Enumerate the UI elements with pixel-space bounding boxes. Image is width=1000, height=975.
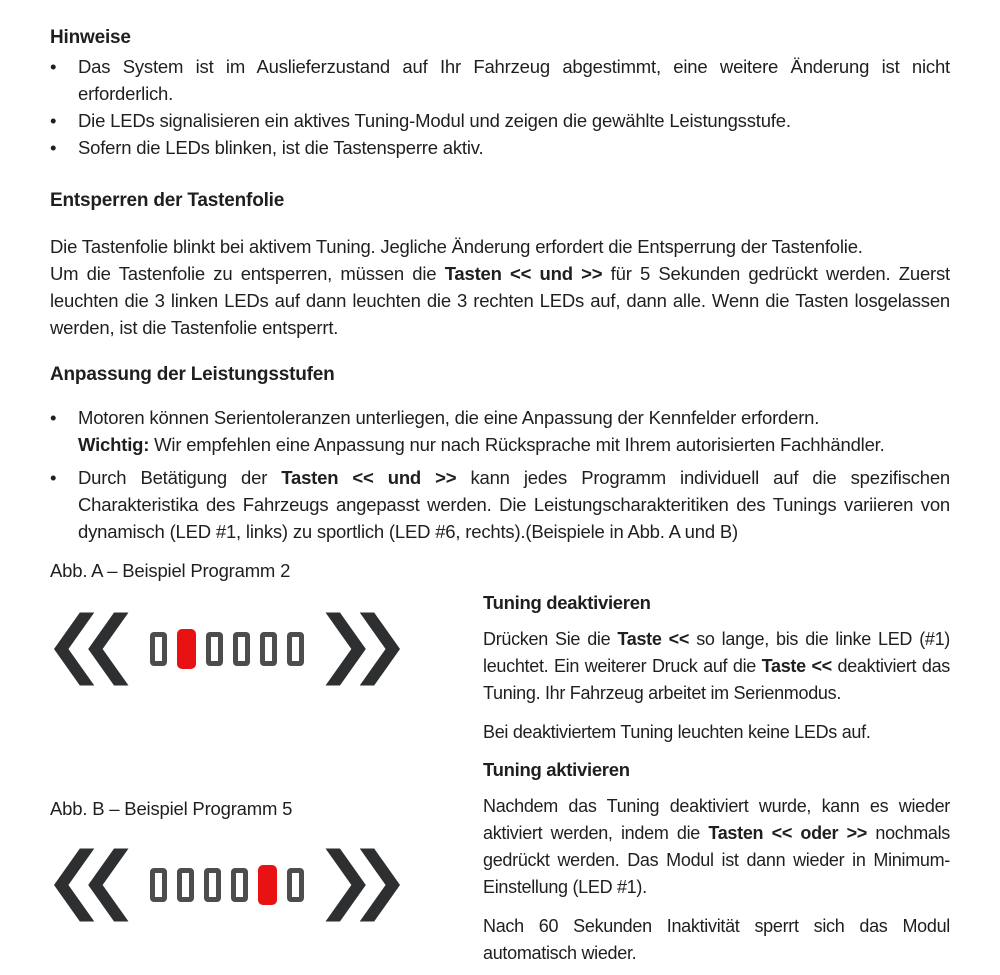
anpassung-title: Anpassung der Leistungsstufen <box>50 364 335 385</box>
double-chevron-right-icon <box>324 844 400 926</box>
anpassung-bullet2-text <box>78 464 950 545</box>
text: für 5 Sekunden gedrückt werden. Zuerst leuchten die 3 linken LEDs auf dann leuchten die 3 rechten LEDs auf, dann alle. Wenn die Tasten losgelassen werden, ist die Tastenfolie entsperrt. <box>50 263 950 338</box>
led-strip <box>146 629 308 669</box>
right-column <box>483 589 950 967</box>
entsperren-paragraph-1: Die Tastenfolie blinkt bei aktivem Tuning. Jegliche Änderung erfordert die Entsperrung der Tastenfolie. <box>50 236 863 257</box>
tuning-deactivate-paragraph-2: Bei deaktiviertem Tuning leuchten keine LEDs auf. <box>483 722 871 742</box>
hinweise-bullet-list <box>50 53 950 161</box>
text: Drücken Sie die <box>483 629 618 649</box>
bullet-item <box>50 107 950 134</box>
lower-section <box>50 557 950 975</box>
hinweise-title: Hinweise <box>50 27 131 48</box>
text: Wir empfehlen eine Anpassung nur nach Rücksprache mit Ihrem autorisierten Fachhändler. <box>149 434 885 455</box>
bullet-item <box>50 134 950 161</box>
text: kann jedes Programm individuell auf die spezifischen Charakteristika des Fahrzeugs angepasst werden. Die Leistungscharakteritiken des Tunings variieren von dynamisch (LED #1, links) zu sportlich (LED #6, rechts).(Beispiele in Abb. A und B) <box>78 467 950 542</box>
figure-b-led-display <box>54 839 400 931</box>
figure-b-label: Abb. B – Beispiel Programm 5 <box>50 798 293 819</box>
bullet-icon: • <box>50 137 57 158</box>
entsperren-title: Entsperren der Tastenfolie <box>50 190 285 211</box>
bullet-icon: • <box>50 467 57 488</box>
bullet-text <box>78 404 950 458</box>
led-indicator <box>260 632 277 666</box>
anpassung-bullet1-line1: Motoren können Serientoleranzen unterliegen, die eine Anpassung der Kennfelder erfordern. <box>78 407 820 428</box>
bold-text: Taste << <box>761 656 832 676</box>
text: deaktiviert das Tuning. Ihr Fahrzeug arbeitet im Serienmodus. <box>483 656 950 703</box>
led-indicator <box>287 632 304 666</box>
tuning-deactivate-title: Tuning deaktivieren <box>483 592 651 613</box>
entsperren-paragraph-2 <box>50 260 950 341</box>
tuning-activate-title: Tuning aktivieren <box>483 759 630 780</box>
double-chevron-left-icon <box>54 844 130 926</box>
led-indicator-active <box>177 629 196 669</box>
led-indicator <box>177 868 194 902</box>
led-indicator-active <box>258 865 277 905</box>
text: Durch Betätigung der <box>78 467 282 488</box>
bold-text: Tasten << und >> <box>281 467 457 488</box>
bullet-item <box>50 404 950 458</box>
led-indicator <box>287 868 304 902</box>
bullet-icon: • <box>50 110 57 131</box>
led-indicator <box>204 868 221 902</box>
anpassung-bullet1-line2 <box>78 434 885 455</box>
figure-a-led-display <box>54 603 400 695</box>
figure-a-label: Abb. A – Beispiel Programm 2 <box>50 560 291 581</box>
tuning-activate-paragraph-2: Nach 60 Sekunden Inaktivität sperrt sich das Modul automatisch wieder. <box>483 916 950 963</box>
tuning-deactivate-paragraph-1 <box>483 626 950 707</box>
led-indicator <box>206 632 223 666</box>
bullet-icon: • <box>50 56 57 77</box>
led-strip <box>146 865 308 905</box>
bold-text: Tasten << oder >> <box>708 823 867 843</box>
text: Um die Tastenfolie zu entsperren, müssen die <box>50 263 445 284</box>
led-indicator <box>233 632 250 666</box>
led-indicator <box>150 632 167 666</box>
bold-text: Wichtig: <box>78 434 150 455</box>
led-indicator <box>150 868 167 902</box>
text: nochmals gedrückt werden. Das Modul ist dann wieder in Minimum-Einstellung (LED #1). <box>483 823 951 897</box>
led-indicator <box>231 868 248 902</box>
double-chevron-left-icon <box>54 608 130 690</box>
bullet-item <box>50 464 950 545</box>
bold-text: Taste << <box>617 629 690 649</box>
bullet-icon: • <box>50 407 57 428</box>
text: Nachdem das Tuning deaktiviert wurde, kann es wieder aktiviert werden, indem die <box>483 796 950 843</box>
text: so lange, bis die linke LED (#1) leuchtet. Ein weiterer Druck auf die <box>483 629 951 676</box>
bold-text: Tasten << und >> <box>444 263 603 284</box>
tuning-activate-paragraph-1 <box>483 793 950 901</box>
bullet-text: Die LEDs signalisieren ein aktives Tuning-Modul und zeigen die gewählte Leistungsstufe. <box>78 110 791 131</box>
double-chevron-right-icon <box>324 608 400 690</box>
bullet-text: Das System ist im Auslieferzustand auf Ihr Fahrzeug abgestimmt, eine weitere Änderung ist nicht erforderlich. <box>78 56 950 104</box>
bullet-item <box>50 53 950 107</box>
bullet-text: Sofern die LEDs blinken, ist die Tastensperre aktiv. <box>78 137 484 158</box>
